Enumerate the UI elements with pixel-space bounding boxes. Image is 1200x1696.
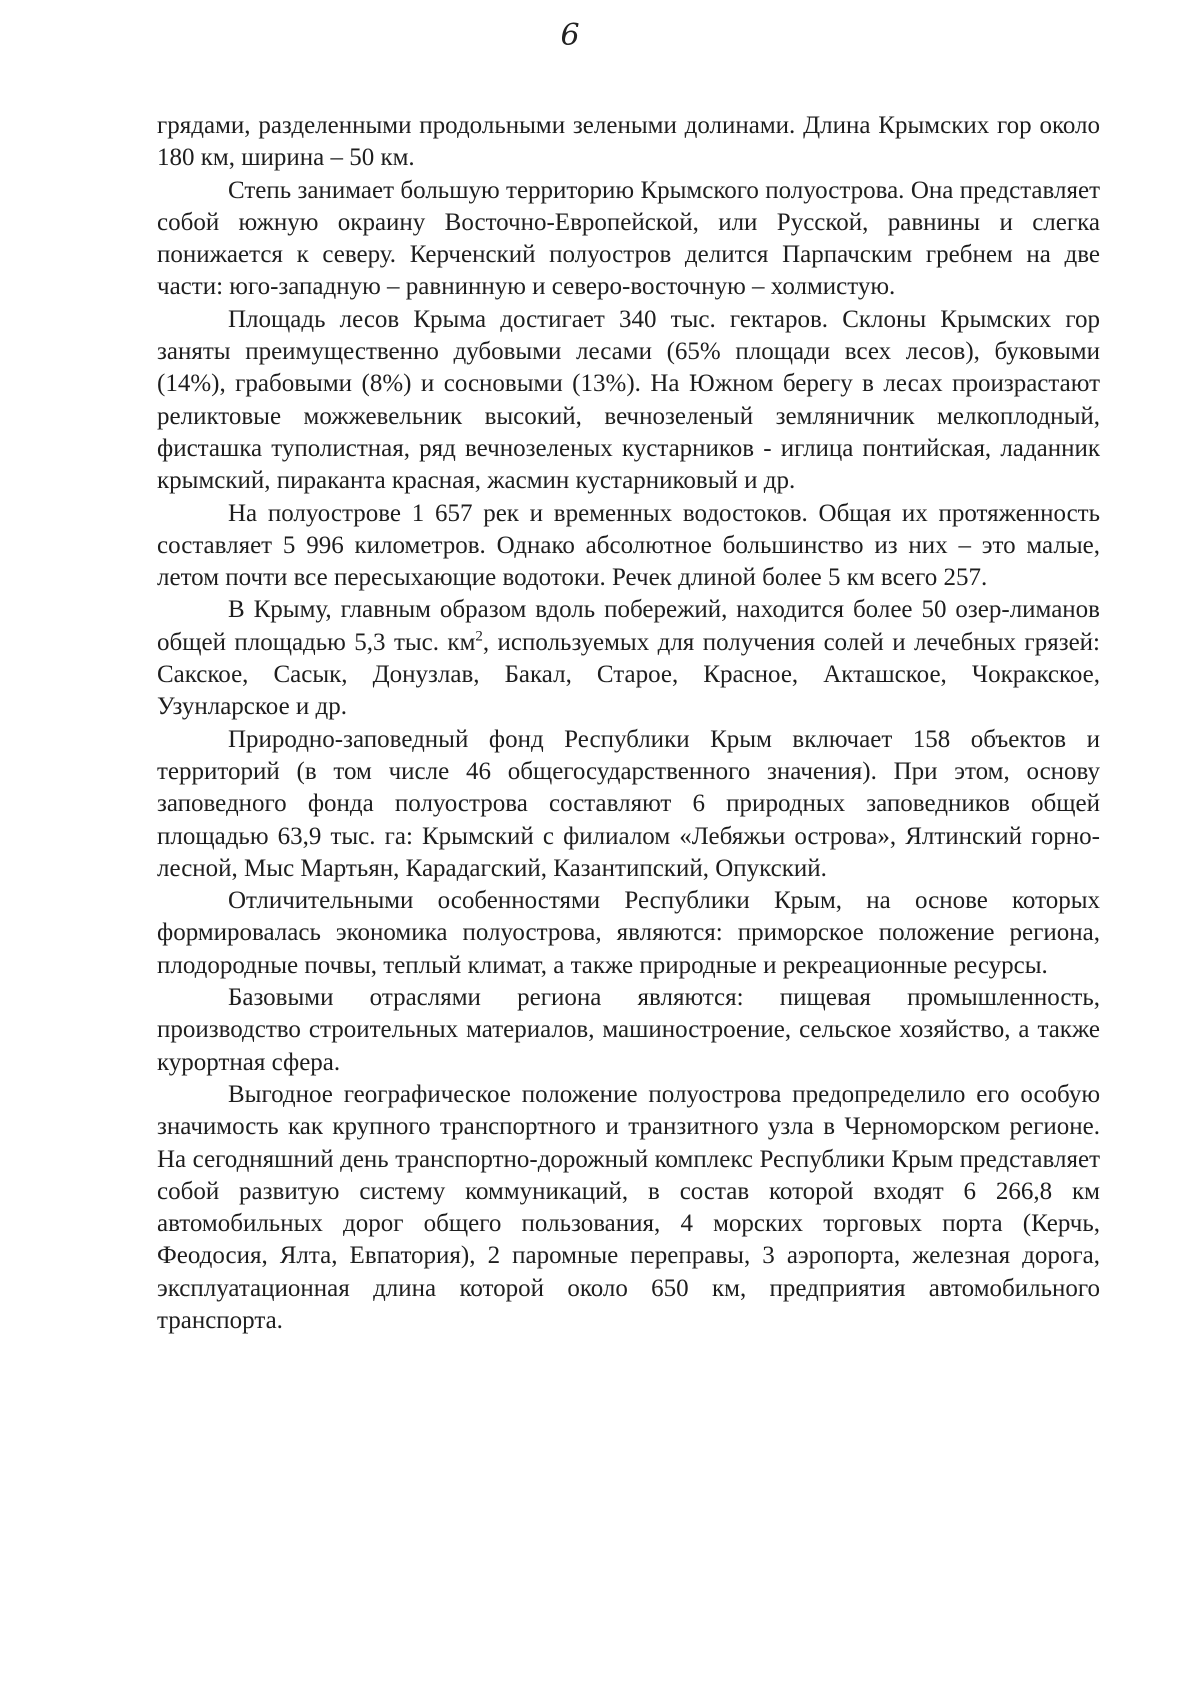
paragraph-steppe: Степь занимает большую территорию Крымского полуострова. Она представляет собой южную окраину Восточно-Европейской, или Русской, равнины и слегка понижается к северу. Керченский полуостров делится Парпачским гребнем на две части: юго-западную – равнинную и северо-восточную – холмистую. <box>157 176 1100 301</box>
paragraph-transport: Выгодное географическое положение полуострова предопределило его особую значимость как крупного транспортного и транзитного узла в Черноморском регионе. На сегодняшний день транспортно-дорожный комплекс Республики Крым представляет собой развитую систему коммуникаций, в состав которой входят 6 266,8 км автомобильных дорог общего пользования, 4 морских торговых порта (Керчь, Феодосия, Ялта, Евпатория), 2 паромные переправы, 3 аэропорта, железная дорога, эксплуатационная длина которой около 650 км, предприятия автомобильного транспорта. <box>157 1080 1100 1334</box>
paragraph-features: Отличительными особенностями Республики Крым, на основе которых формировалась экономика полуострова, являются: приморское положение региона, плодородные почвы, теплый климат, а также природные и рекреационные ресурсы. <box>157 887 1100 979</box>
page-number: 6 <box>560 18 580 53</box>
paragraph-reserves: Природно-заповедный фонд Республики Крым включает 158 объектов и территорий (в том числе 46 общегосударственного значения). При этом, основу заповедного фонда полуострова составляют 6 природных заповедников общей площадью 63,9 тыс. га: Крымский с филиалом «Лебяжьи острова», Ялтинский горно-лесной, Мыс Мартьян, Карадагский, Казантипский, Опукский. <box>157 725 1100 882</box>
document-body <box>157 110 1100 1337</box>
paragraph-continued: грядами, разделенными продольными зелеными долинами. Длина Крымских гор около 180 км, ширина – 50 км. <box>157 112 1100 172</box>
paragraph-industries: Базовыми отраслями региона являются: пищевая промышленность, производство строительных материалов, машиностроение, сельское хозяйство, а также курортная сфера. <box>157 984 1100 1076</box>
lakes-text-end: , используемых для получения солей и лечебных грязей: Сакское, Сасык, Донузлав, Бакал, Старое, Красное, Акташское, Чокракское, Узунларское и др. <box>157 628 1100 721</box>
paragraph-forests: Площадь лесов Крыма достигает 340 тыс. гектаров. Склоны Крымских гор заняты преимущественно дубовыми лесами (65% площади всех лесов), буковыми (14%), грабовыми (8%) и сосновыми (13%). На Южном берегу в лесах произрастают реликтовые можжевельник высокий, вечнозеленый земляничник мелкоплодный, фисташка туполистная, ряд вечнозеленых кустарников - иглица понтийская, ладанник крымский, пираканта красная, жасмин кустарниковый и др. <box>157 305 1100 495</box>
paragraph-lakes <box>157 594 1100 723</box>
paragraph-rivers: На полуострове 1 657 рек и временных водостоков. Общая их протяженность составляет 5 996 километров. Однако абсолютное большинство из них – это малые, летом почти все пересыхающие водотоки. Речек длиной более 5 км всего 257. <box>157 499 1100 592</box>
lakes-text-start: В Крыму, главным образом вдоль побережий, находится более 50 озер-лиманов общей площадью 5,3 тыс. км <box>157 596 1100 656</box>
superscript-two: 2 <box>475 628 483 645</box>
